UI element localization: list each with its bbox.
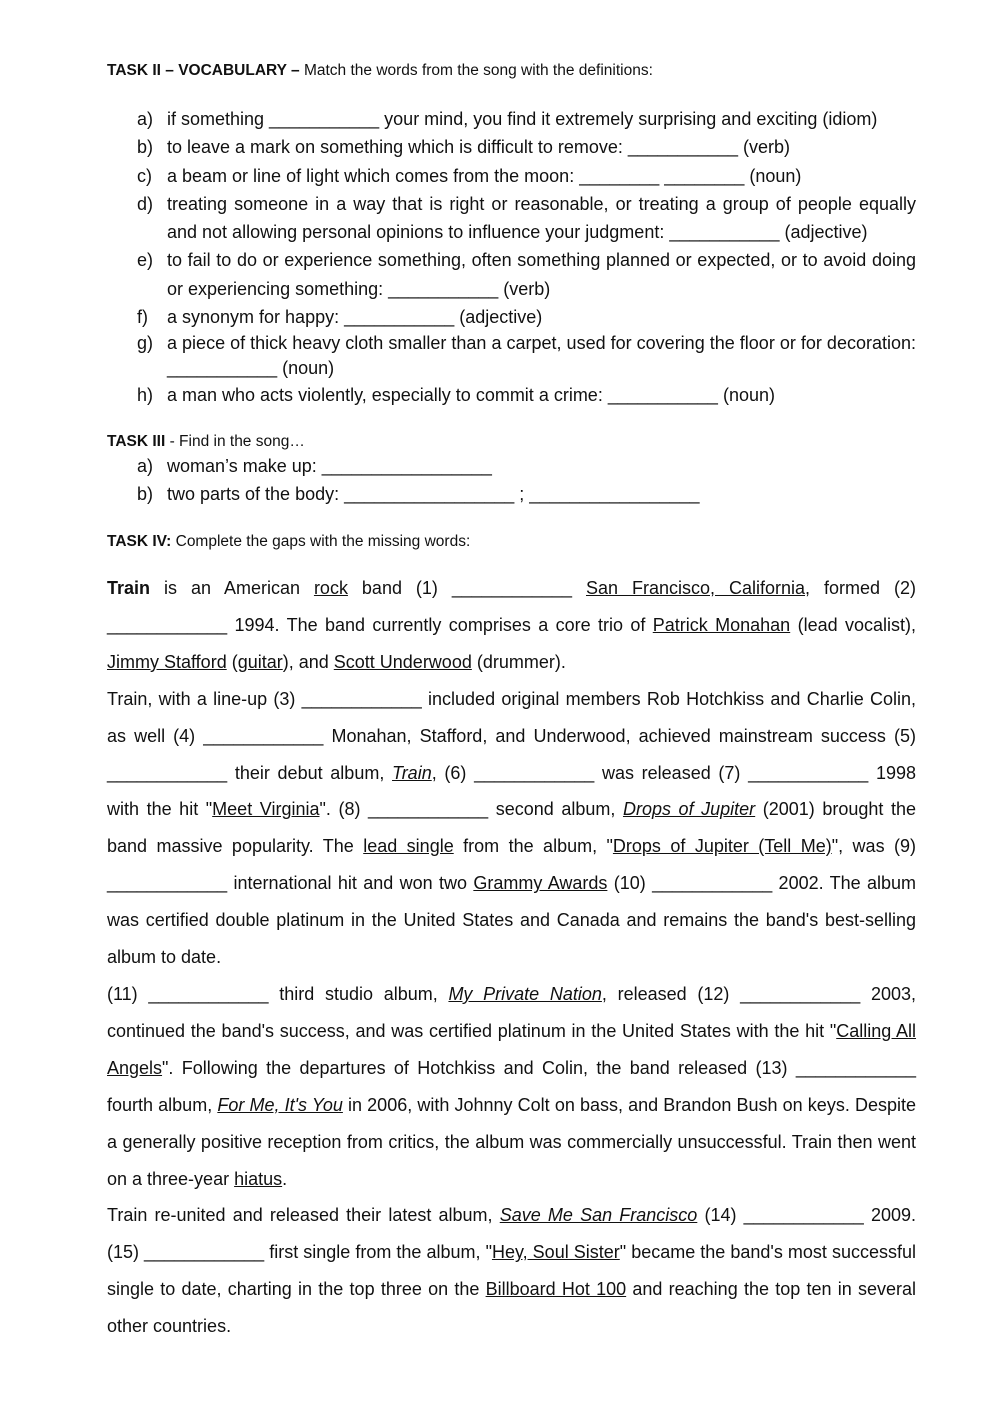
link-scott-underwood[interactable]: Scott Underwood	[333, 651, 472, 672]
find-item-a	[0, 452, 916, 480]
task2-title-bold: TASK II – VOCABULARY –	[107, 62, 300, 79]
text-run: (drummer).	[471, 651, 566, 672]
item-letter: h)	[137, 385, 154, 406]
vocab-item-b	[0, 133, 916, 161]
text-run: (	[226, 651, 238, 672]
item-letter: c)	[137, 165, 152, 186]
item-text: a beam or line of light which comes from the moon: ________ ________ (noun)	[167, 165, 802, 186]
item-text: if something ___________ your mind, you find it extremely surprising and exciting (idiom)	[167, 109, 878, 129]
link-for-me-its-you[interactable]: For Me, It's You	[217, 1094, 343, 1115]
link-guitar[interactable]: guitar	[237, 651, 283, 672]
vocab-item-d	[0, 190, 916, 247]
task3-title-bold: TASK III	[107, 433, 166, 450]
text-run: ", was (9) ____________ international hit and won two	[107, 836, 917, 894]
vocab-item-a	[0, 105, 916, 133]
item-letter: d)	[137, 193, 154, 214]
item-letter: b)	[137, 137, 154, 158]
text-run: , (6) ____________ was released (7) ____________ 1998 with the hit "	[107, 762, 916, 820]
vocab-item-f	[0, 303, 916, 331]
item-letter: a)	[137, 109, 154, 129]
task4-title-rest: Complete the gaps with the missing words:	[171, 533, 471, 550]
text-run: ". Following the departures of Hotchkiss and Colin, the band released (13) ____________ fourth album,	[107, 1057, 916, 1115]
vocab-item-e	[0, 246, 916, 303]
link-meet-virginia[interactable]: Meet Virginia	[212, 799, 320, 820]
link-drops-single[interactable]: Drops of Jupiter (Tell Me)	[612, 836, 832, 857]
item-text: to fail to do or experience something, often something planned or expected, or to avoid doing or experiencing something: ___________ (verb)	[167, 250, 916, 299]
link-drops-of-jupiter[interactable]: Drops of Jupiter	[622, 799, 756, 820]
text-run: Train, with a line-up (3) ____________ included original members Rob Hotchkiss and Charlie Colin, as well (4) ____________ Monahan, Stafford, and Underwood, achieved mainstream success (5) ____________ their debut album,	[107, 688, 916, 783]
text-run: band (1) ____________	[347, 578, 586, 598]
link-hiatus[interactable]: hiatus	[234, 1168, 283, 1189]
link-hey-soul-sister[interactable]: Hey, Soul Sister	[491, 1242, 620, 1263]
link-save-me-san-francisco[interactable]: Save Me San Francisco	[499, 1205, 698, 1226]
text-run: (14) ____________ 2009. (15) ____________ first single from the album, "	[107, 1205, 916, 1263]
paragraph-4	[107, 1197, 916, 1345]
link-san-francisco[interactable]: San Francisco, California	[586, 578, 806, 598]
item-text: woman’s make up: _________________	[167, 456, 492, 476]
text-run: in 2006, with Johnny Colt on bass, and Brandon Bush on keys. Despite a generally positive reception from critics, the album was commercially unsuccessful. Train then went on a three-year	[107, 1094, 916, 1189]
item-letter: e)	[137, 250, 154, 271]
item-text: a synonym for happy: ___________ (adjective)	[167, 307, 543, 328]
vocabulary-list	[0, 105, 916, 410]
text-run: (11) ____________ third studio album,	[107, 983, 449, 1004]
link-patrick-monahan[interactable]: Patrick Monahan	[652, 614, 791, 635]
task4-heading	[107, 532, 470, 552]
find-item-b	[0, 480, 916, 508]
find-in-song-list	[0, 452, 916, 509]
text-run: ". (8) ____________ second album,	[319, 799, 623, 820]
item-text: to leave a mark on something which is difficult to remove: ___________ (verb)	[167, 137, 791, 158]
item-letter: g)	[137, 333, 154, 354]
band-name: Train	[107, 578, 151, 598]
paragraph-1	[107, 570, 916, 681]
text-run: ), and	[282, 651, 334, 672]
text-run: " became the band's most successful single to date, charting in the top three on the	[107, 1242, 916, 1300]
text-run: .	[282, 1168, 288, 1189]
item-text: a piece of thick heavy cloth smaller than a carpet, used for covering the floor or for decoration: ___________ (noun)	[167, 333, 916, 379]
task3-title-rest: - Find in the song…	[165, 433, 305, 450]
text-run: , released (12) ____________ 2003, continued the band's success, and was certified platinum in the United States with the hit "	[107, 983, 916, 1041]
item-text: a man who acts violently, especially to commit a crime: ___________ (noun)	[167, 385, 775, 406]
link-calling-all-angels[interactable]: Calling All Angels	[107, 1020, 917, 1078]
link-rock[interactable]: rock	[313, 578, 348, 598]
text-run: Train re-united and released their latest album,	[107, 1205, 500, 1226]
task4-title-bold: TASK IV:	[107, 533, 172, 550]
vocab-item-c	[0, 162, 916, 190]
paragraph-3	[107, 976, 916, 1197]
item-letter: b)	[137, 484, 154, 505]
task3-heading	[107, 432, 305, 452]
vocab-item-h	[0, 381, 916, 409]
text-run: is an American	[150, 578, 314, 598]
text-run: from the album, "	[453, 836, 613, 857]
item-letter: f)	[137, 307, 148, 328]
text-run: (lead vocalist),	[790, 614, 916, 635]
item-letter: a)	[137, 456, 154, 476]
task2-title-rest: Match the words from the song with the definitions:	[299, 62, 653, 79]
text-run: and reaching the top ten in several other countries.	[107, 1279, 916, 1337]
text-run: (10) ____________ 2002. The album was certified double platinum in the United States and Canada and remains the band's best-selling album to date.	[107, 873, 917, 968]
text-run: (2001) brought the band massive popularity. The	[107, 799, 917, 857]
link-grammy-awards[interactable]: Grammy Awards	[473, 873, 608, 894]
item-text: two parts of the body: _________________ ; _________________	[167, 484, 700, 505]
text-run: , formed (2) ____________ 1994. The band currently comprises a core trio of	[107, 578, 916, 635]
link-lead-single[interactable]: lead single	[363, 836, 454, 857]
paragraph-2	[107, 681, 916, 976]
vocab-item-g	[0, 331, 916, 381]
gap-fill-text	[107, 570, 916, 1345]
link-billboard-hot-100[interactable]: Billboard Hot 100	[485, 1279, 627, 1300]
link-jimmy-stafford[interactable]: Jimmy Stafford	[107, 651, 227, 672]
link-my-private-nation[interactable]: My Private Nation	[448, 983, 602, 1004]
task2-heading	[107, 61, 653, 81]
link-train-album[interactable]: Train	[392, 762, 432, 783]
item-text: treating someone in a way that is right or reasonable, or treating a group of people equally and not allowing personal opinions to influence your judgment: ___________ (adjective)	[167, 193, 916, 243]
